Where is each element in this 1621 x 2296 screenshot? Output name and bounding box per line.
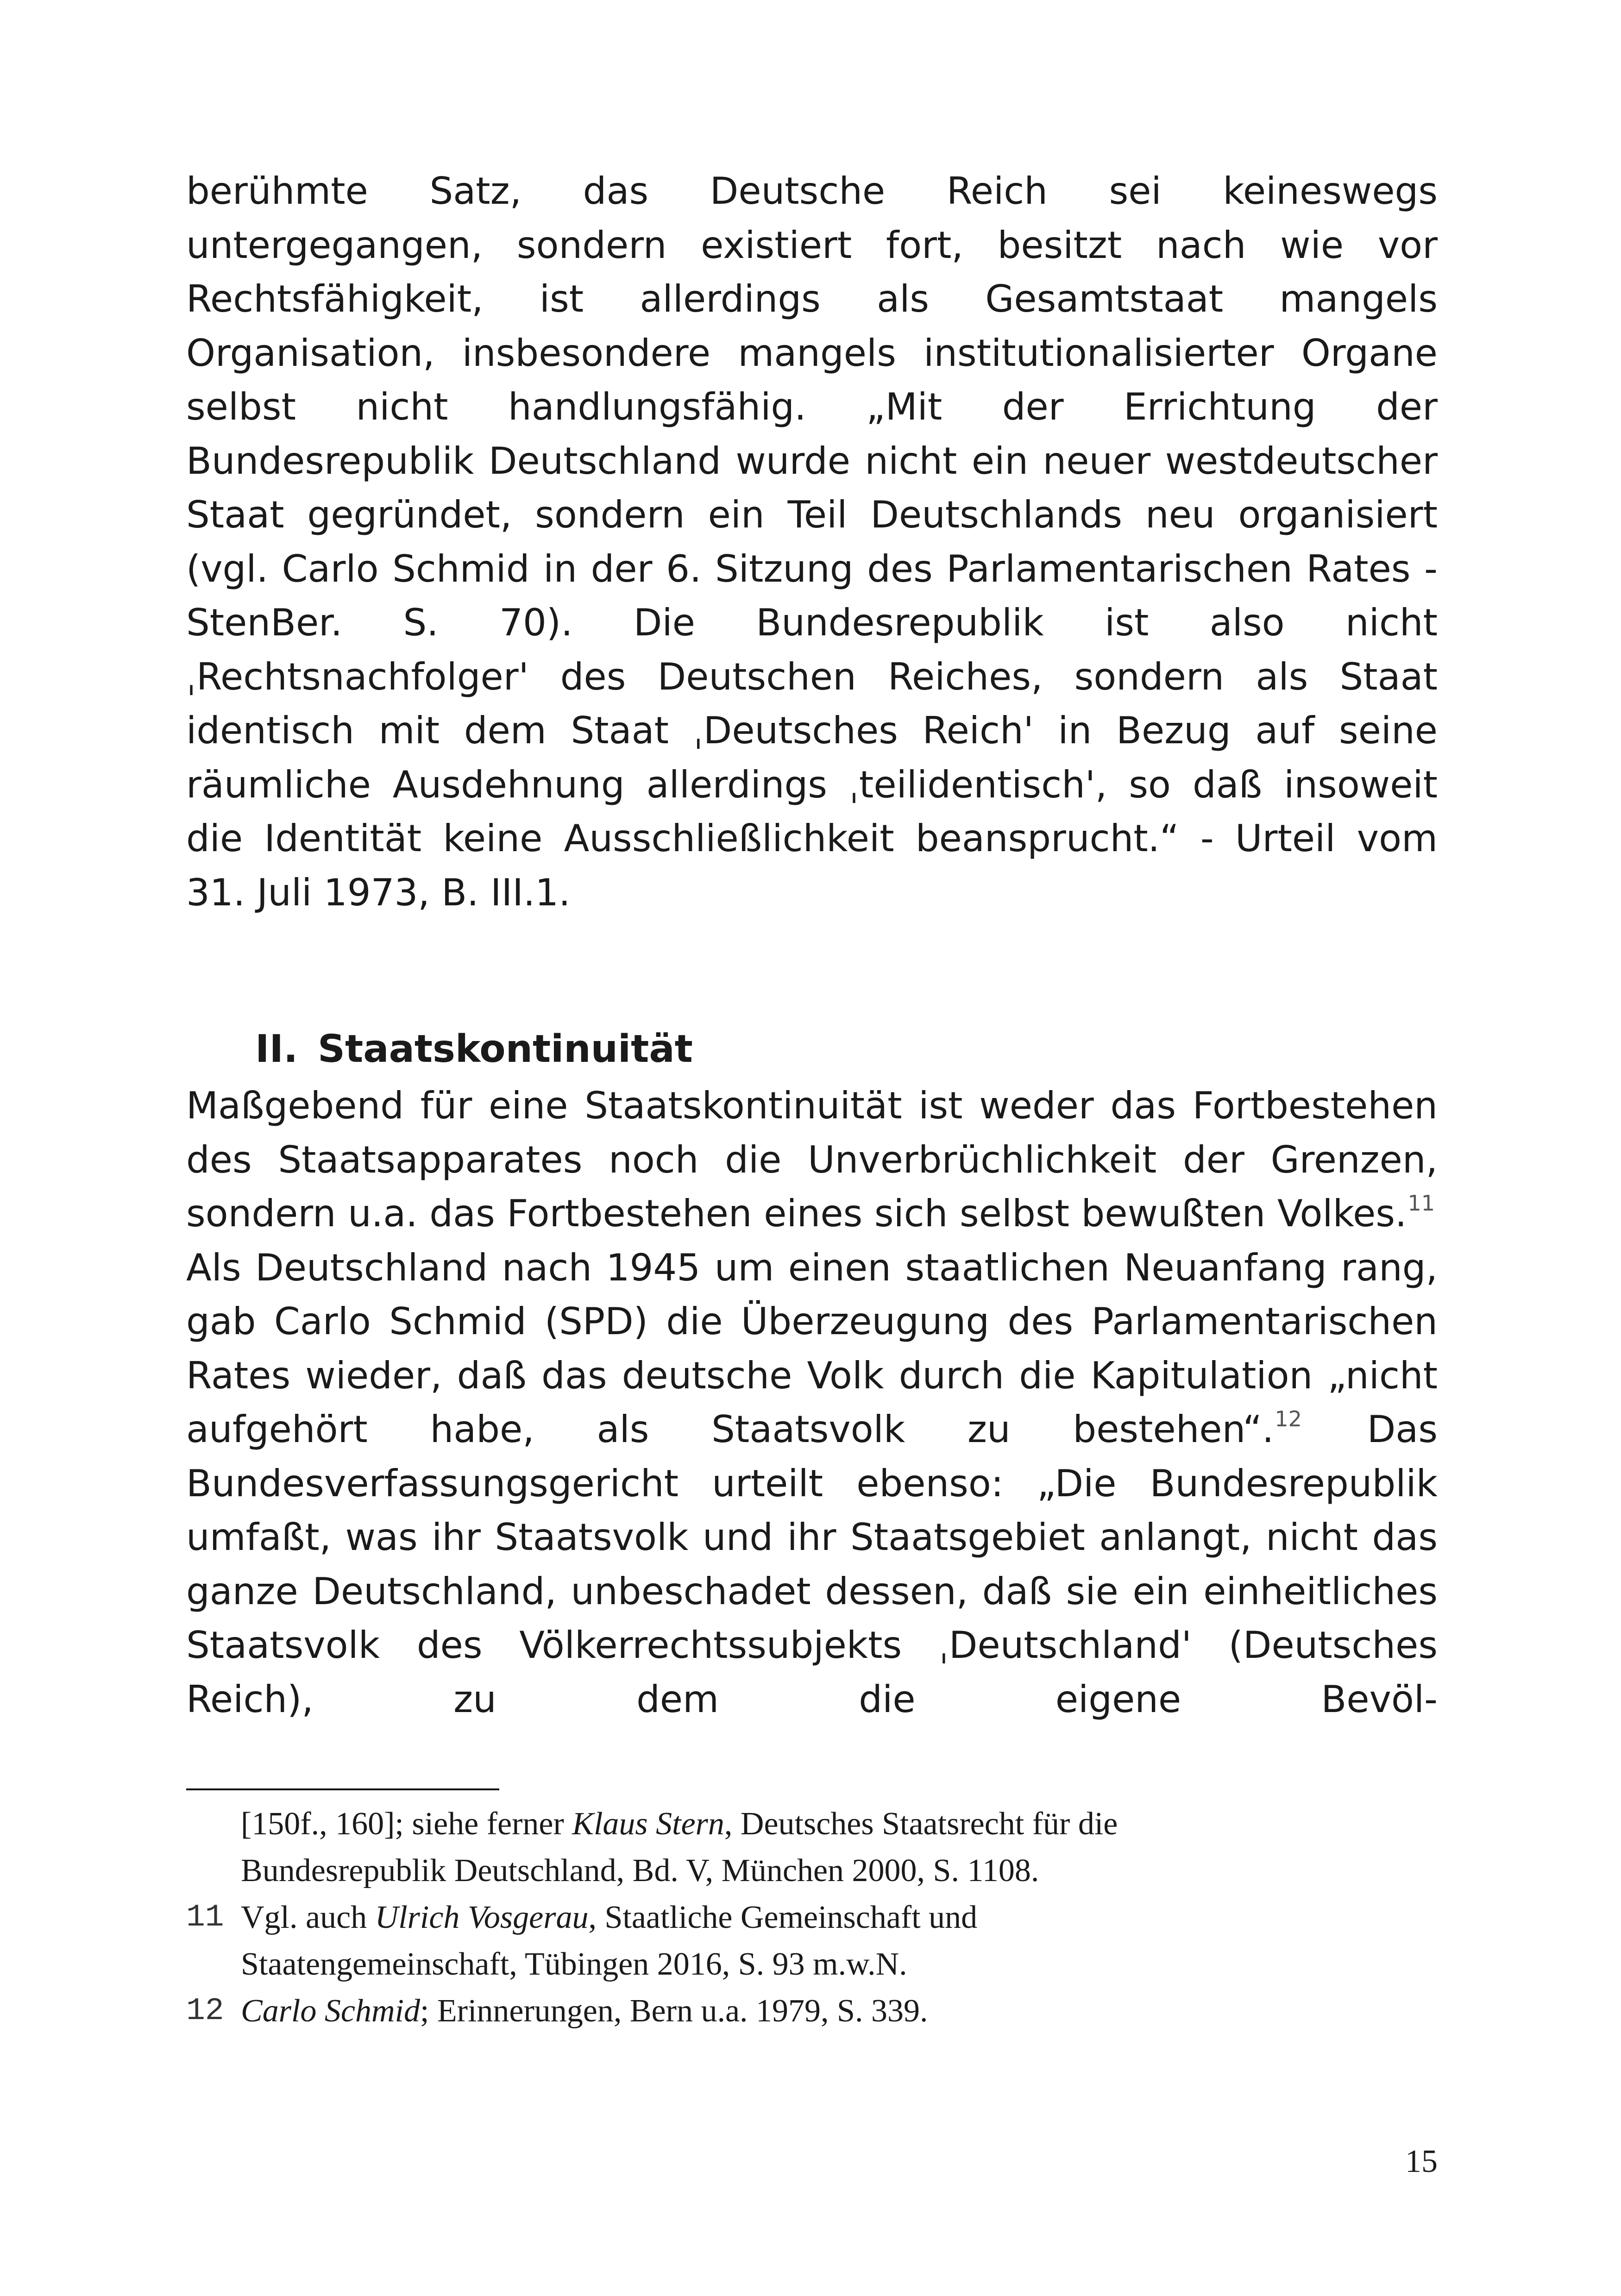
footnote-11 (186, 1894, 1344, 1988)
footnote-separator (186, 1788, 499, 1790)
footnotes (186, 1800, 1344, 2034)
section-number: II. (255, 1027, 298, 1071)
footnote-continued-line1 (241, 1800, 1344, 1847)
footnote-continued-text: [150f., 160]; siehe ferner (241, 1806, 572, 1842)
paragraph-two-part3: Das Bundesverfassungsgericht urteilt ebenso: „Die Bundesrepublik umfaßt, was ihr Staatsvolk und ihr Staatsgebiet anlangt, nicht das ganze Deutschland, unbeschadet dessen, daß sie ein einheitliches Staatsvolk des Völkerrechtssubjekts ˌDeutschland' (Deutsches Reich), zu dem die eigene Bevöl- (186, 1408, 1438, 1721)
footnote-11-number: 11 (186, 1900, 224, 1935)
footnote-11-rest: , Staatliche Gemeinschaft und (588, 1900, 978, 1935)
footnote-12-number: 12 (186, 1993, 224, 2029)
footnote-12-line1 (241, 1988, 1344, 2034)
paragraph-top (186, 164, 1438, 920)
footnote-continued-rest: , Deutsches Staatsrecht für die (724, 1806, 1118, 1842)
footnote-12-rest: ; Erinnerungen, Bern u.a. 1979, S. 339. (420, 1993, 928, 2029)
paragraph-two-part2: Als Deutschland nach 1945 um einen staatlichen Neuanfang rang, gab Carlo Schmid (SPD) die Überzeugung des Parlamentarischen Rates wieder, daß das deutsche Volk durch die Kapitulation „nicht aufgehört habe, als Staatsvolk zu bestehen“. (186, 1246, 1438, 1451)
footnote-ref-12[interactable]: 12 (1275, 1406, 1302, 1431)
footnote-12 (186, 1988, 1344, 2034)
section-title: Staatskontinuität (318, 1027, 693, 1071)
paragraph-two (186, 1079, 1438, 1726)
section-heading (255, 1023, 693, 1076)
footnote-12-author: Carlo Schmid (241, 1993, 420, 2029)
footnote-11-author: Ulrich Vosgerau (375, 1900, 589, 1935)
paragraph-two-part1: Maßgebend für eine Staatskontinuität ist weder das Fortbestehen des Staatsapparates noch die Unverbrüchlichkeit der Grenzen, sondern u.a. das Fortbestehen eines sich selbst bewußten Volkes. (186, 1084, 1438, 1235)
footnote-11-pre: Vgl. auch (241, 1900, 375, 1935)
footnote-ref-11[interactable]: 11 (1407, 1191, 1435, 1216)
page-number: 15 (1405, 2144, 1438, 2179)
footnote-11-line2: Staatengemeinschaft, Tübingen 2016, S. 93 m.w.N. (241, 1946, 907, 1982)
paragraph-two-text (186, 1079, 1438, 1726)
footnote-continued-author: Klaus Stern (572, 1806, 724, 1842)
footnote-continued (186, 1800, 1344, 1894)
footnote-11-line1 (241, 1894, 1344, 1941)
footnote-continued-line2: Bundesrepublik Deutschland, Bd. V, München 2000, S. 1108. (241, 1853, 1039, 1888)
paragraph-top-text: berühmte Satz, das Deutsche Reich sei keineswegs untergegangen, sondern existiert fort, besitzt nach wie vor Rechtsfähigkeit, ist allerdings als Gesamtstaat mangels Organisation, insbesondere mangels institutionalisierter Organe selbst nicht handlungsfähig. „Mit der Errichtung der Bundesrepublik Deutschland wurde nicht ein neuer westdeutscher Staat gegründet, sondern ein Teil Deutschlands neu organisiert (vgl. Carlo Schmid in der 6. Sitzung des Parlamentarischen Rates - StenBer. S. 70). Die Bundesrepublik ist also nicht ˌRechtsnachfolger' des Deutschen Reiches, sondern als Staat identisch mit dem Staat ˌDeutsches Reich' in Bezug auf seine räumliche Ausdehnung allerdings ˌteilidentisch', so daß insoweit die Identität keine Ausschließlichkeit beansprucht.“ - Urteil vom 31. Juli 1973, B. III.1. (186, 169, 1438, 914)
